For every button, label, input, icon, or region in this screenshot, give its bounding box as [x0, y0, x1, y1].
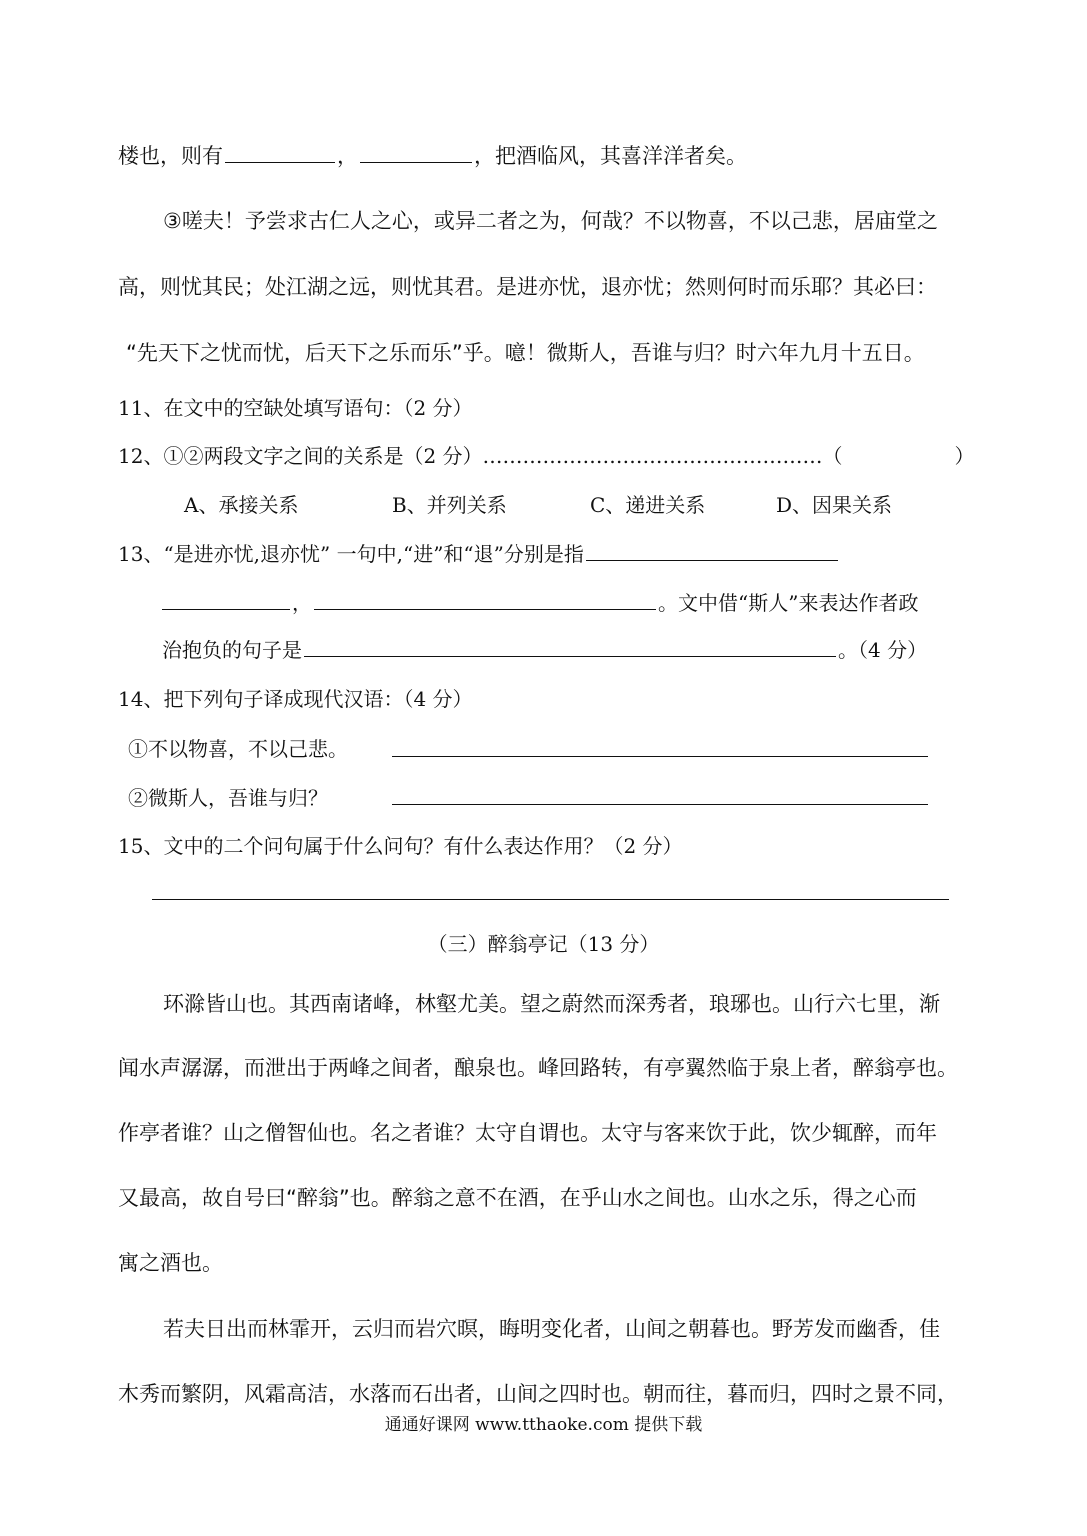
passage-line: 作亭者谁？山之僧智仙也。名之者谁？太守自谓也。太守与客来饮于此，饮少辄醉，而年 [118, 1121, 937, 1145]
question-text: 治抱负的句子是 [162, 638, 302, 662]
answer-blank[interactable] [225, 140, 335, 163]
question-14-item-2: ②微斯人，吾谁与归？ [128, 786, 328, 810]
question-14-item-1: ①不以物喜，不以己悲。 [128, 737, 348, 761]
passage-text: ，把酒临风，其喜洋洋者矣。 [474, 144, 747, 168]
question-text: ） [954, 444, 975, 468]
question-12 [118, 440, 975, 469]
question-text: 13、“是进亦忧,退亦忧” 一句中,“进”和“退”分别是指 [118, 542, 584, 566]
option-d[interactable]: D、因果关系 [776, 493, 893, 517]
question-13-line2 [162, 587, 918, 616]
question-13-line3 [162, 634, 927, 663]
option-c[interactable]: C、递进关系 [590, 493, 706, 517]
answer-line[interactable] [152, 899, 949, 900]
section-title: （三）醉翁亭记（13 分） [427, 932, 660, 956]
passage-line: 若夫日出而林霏开，云归而岩穴暝，晦明变化者，山间之朝暮也。野芳发而幽香，佳 [163, 1317, 940, 1341]
question-text: 。文中借“斯人”来表达作者政 [658, 591, 919, 615]
passage-line: ③嗟夫！予尝求古仁人之心，或异二者之为，何哉？不以物喜，不以己悲，居庙堂之 [163, 209, 938, 233]
passage-line: 环滁皆山也。其西南诸峰，林壑尤美。望之蔚然而深秀者，琅琊也。山行六七里，渐 [163, 992, 940, 1016]
question-13 [118, 538, 840, 567]
question-text: 。（4 分） [838, 638, 928, 662]
answer-line[interactable] [392, 804, 928, 805]
page-footer: 通通好课网 www.tthaoke.com 提供下载 [384, 1415, 703, 1435]
answer-line[interactable] [392, 756, 928, 757]
answer-blank[interactable] [586, 538, 838, 561]
answer-blank[interactable] [360, 140, 472, 163]
passage-text: ， [337, 144, 358, 168]
answer-blank[interactable] [304, 634, 836, 657]
passage-line: “先天下之忧而忧，后天下之乐而乐”乎。噫！微斯人，吾谁与归？时六年九月十五日。 [126, 341, 925, 365]
option-b[interactable]: B、并列关系 [392, 493, 507, 517]
option-a[interactable]: A、承接关系 [184, 493, 299, 517]
passage-line: 闻水声潺潺，而泄出于两峰之间者，酿泉也。峰回路转，有亭翼然临于泉上者，醉翁亭也。 [118, 1056, 958, 1080]
answer-blank[interactable] [314, 587, 656, 610]
passage-line: 又最高，故自号曰“醉翁”也。醉翁之意不在酒，在乎山水之间也。山水之乐，得之心而 [118, 1186, 917, 1210]
passage-line: 木秀而繁阴，风霜高洁，水落而石出者，山间之四时也。朝而往，暮而归，四时之景不同， [118, 1382, 958, 1406]
passage-line: 高，则忧其民；处江湖之远，则忧其君。是进亦忧，退亦忧；然则何时而乐耶？其必曰： [118, 275, 937, 299]
passage-line [118, 140, 747, 170]
answer-blank[interactable] [162, 587, 290, 610]
question-15: 15、文中的二个问句属于什么问句？有什么表达作用？（2 分） [118, 834, 683, 858]
question-14: 14、把下列句子译成现代汉语：（4 分） [118, 687, 473, 711]
passage-line: 寓之酒也。 [118, 1251, 223, 1275]
passage-text: 楼也，则有 [118, 144, 223, 168]
question-11: 11、在文中的空缺处填写语句：（2 分） [118, 396, 473, 420]
question-text: 12、①②两段文字之间的关系是（2 分）……………………………………………（ [118, 444, 843, 468]
question-text: ， [292, 591, 312, 615]
